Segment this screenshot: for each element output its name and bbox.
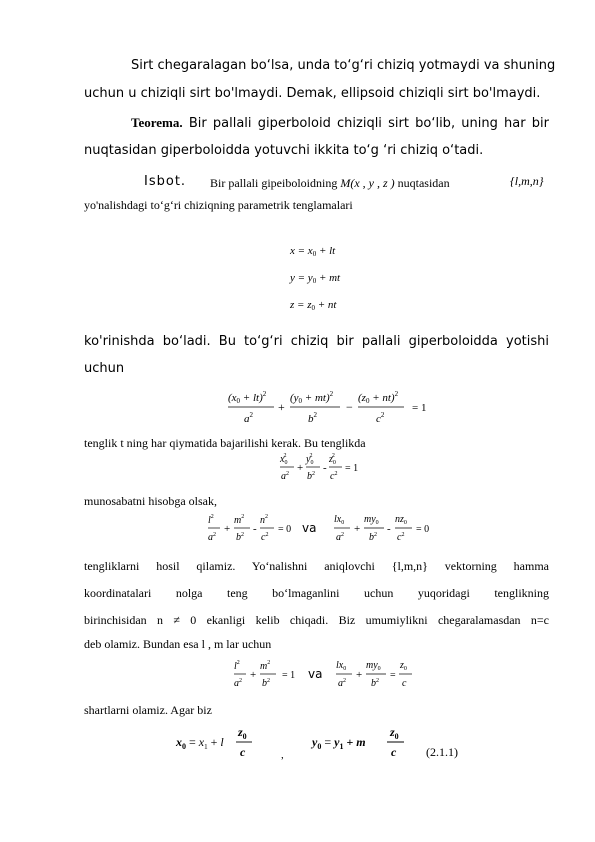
svg-text:a2: $a^2$ — [338, 678, 346, 689]
svg-text:nz0: $nz_0$ — [395, 514, 407, 526]
svg-text:+: + — [250, 669, 257, 681]
svg-text:a2: $a^2$ — [234, 678, 242, 689]
para6-line4: deb olamiz. Bundan esa l , m lar uchun — [84, 637, 272, 651]
svg-text:b2: $b^2$ — [262, 678, 270, 689]
para6-line2: koordinatalari nolga teng bo‘lmaganlini uchun yuqoridagi tenglikning — [84, 586, 549, 600]
svg-text:my0: $my_0$ — [366, 660, 381, 672]
para1-line1: Sirt chegaralagan bo‘lsa, unda to‘g‘ri chiziq yotmaydi va shuning — [131, 58, 556, 73]
parametric-equations — [286, 241, 356, 319]
svg-text:(x0 + lt)2: (x0 + lt)$^2$ — [228, 390, 267, 405]
svg-text:a2: $a^2$ — [336, 532, 344, 543]
svg-text:+: + — [356, 669, 363, 681]
svg-text:c: c — [402, 678, 407, 689]
svg-text:= 1: = 1 — [412, 402, 427, 414]
para6-line3: birinchisidan n ≠ 0 ekanligi kelib chiqadi. Biz umumiylikni chegaralamasdan n=c — [84, 613, 549, 627]
svg-text:y02: $y_02$ — [306, 453, 314, 466]
svg-text:a2: $a^2$ — [208, 532, 216, 543]
svg-text:b2: $b^2$ — [236, 532, 244, 543]
svg-text:c2: $c^2$ — [261, 532, 269, 543]
svg-text:z0: $z_0$ — [238, 725, 247, 741]
para4: tenglik t ning har qiymatida bajarilishi kerak. Bu tenglikda — [84, 436, 366, 450]
svg-text:a2: $a^2$ — [244, 411, 253, 425]
svg-text:z0: $z_0$ — [390, 725, 399, 741]
point-m: M(x , y , z ) — [340, 176, 395, 190]
equation-surface — [278, 448, 368, 488]
svg-text:y0 = y1 + m: $y_0 = y_1 + m$ — [312, 735, 366, 751]
svg-text:n2: $n^2$ — [260, 514, 268, 526]
svg-text:b2: $b^2$ — [371, 678, 379, 689]
direction-vector: {l,m,n} — [510, 174, 544, 188]
proof-label: Isbot. — [144, 174, 187, 189]
svg-text:c2: $c^2$ — [330, 471, 338, 482]
svg-text:= 0: = 0 — [416, 524, 430, 535]
svg-text:−: − — [346, 400, 353, 414]
svg-text:z0: $z_0$ — [400, 660, 407, 672]
theorem-label: Teorema. — [131, 115, 183, 130]
svg-text:-: - — [323, 462, 327, 474]
svg-text:+: + — [224, 523, 231, 535]
va-2: va — [308, 667, 323, 681]
svg-text:c2: $c^2$ — [397, 532, 405, 543]
theorem-line2: nuqtasidan giperboloidda yotuvchi ikkita to‘g ‘ri chiziq o‘tadi. — [84, 143, 484, 158]
equation-pair-2 — [232, 654, 432, 696]
para6-line1: tengliklarni hosil qilamiz. Yo‘nalishni aniqlovchi {l,m,n} vektorning hamma — [84, 559, 549, 573]
para1-line2: uchun u chiziqli sirt bo'lmaydi. Demak, ellipsoid chiziqli sirt bo'lmaydi. — [84, 86, 541, 101]
svg-text:= 1: = 1 — [282, 670, 296, 681]
svg-text:b2: $b^2$ — [307, 471, 315, 482]
equation-number: (2.1.1) — [426, 745, 458, 759]
svg-text:+: + — [354, 523, 361, 535]
para5: munosabatni hisobga olsak, — [84, 494, 217, 508]
svg-text:my0: $my_0$ — [364, 514, 379, 526]
svg-text:-: - — [387, 523, 391, 535]
svg-text:x02: $x_02$ — [280, 453, 288, 466]
para3-line2: uchun — [84, 361, 125, 376]
para7: shartlarni olamiz. Agar biz — [84, 703, 212, 717]
svg-text:x0 = x1 + l: $x_0 = x_1 + l$ — [176, 735, 224, 751]
para3-line1: ko'rinishda bo‘ladi. Bu to‘g‘ri chiziq bir pallali giperboloidda yotishi — [84, 334, 549, 349]
svg-text:l2: $l^2$ — [208, 514, 214, 526]
theorem-line1: Teorema. Bir pallali giperboloid chiziqli sirt bo‘lib, uning har bir — [131, 115, 549, 131]
equation-pair-1 — [206, 508, 446, 550]
param-eq-x: x = x0 + lt — [290, 245, 336, 258]
svg-text:m2: $m^2$ — [260, 660, 271, 672]
param-eq-y: y = y0 + mt — [290, 272, 341, 285]
svg-text:= 0: = 0 — [278, 524, 292, 535]
svg-text:c2: $c^2$ — [376, 411, 385, 425]
svg-text:z02: $z_02$ — [329, 453, 336, 466]
svg-text:lx0: $lx_0$ — [336, 660, 347, 672]
svg-text:lx0: $lx_0$ — [334, 514, 345, 526]
svg-text:=: = — [390, 670, 396, 681]
svg-text:c: c — [240, 745, 246, 759]
svg-text:+: + — [278, 400, 285, 414]
svg-text:-: - — [253, 523, 257, 535]
va-1: va — [302, 521, 317, 535]
svg-text:b2: $b^2$ — [308, 411, 317, 425]
svg-text:m2: $m^2$ — [234, 514, 245, 526]
proof-line1: Bir pallali gipeiboloidning M(x , y , z ) nuqtasidan — [210, 176, 450, 190]
param-eq-z: z = z0 + nt — [290, 299, 337, 312]
equation-main — [226, 384, 446, 432]
svg-text:(z0 + nt)2: (z0 + nt)$^2$ — [358, 390, 399, 405]
svg-text:l2: $l^2$ — [234, 660, 240, 672]
svg-text:b2: $b^2$ — [369, 532, 377, 543]
svg-text:+: + — [297, 462, 304, 474]
svg-text:= 1: = 1 — [345, 463, 359, 474]
svg-text:c: c — [391, 745, 397, 759]
svg-text:a2: $a^2$ — [281, 471, 289, 482]
svg-text:(y0 + mt)2: (y0 + mt)$^2$ — [290, 390, 334, 405]
proof-line2: yo'nalishdagi to‘g‘ri chiziqning parametrik tenglamalari — [84, 198, 353, 212]
final-separator: , — [281, 749, 284, 761]
